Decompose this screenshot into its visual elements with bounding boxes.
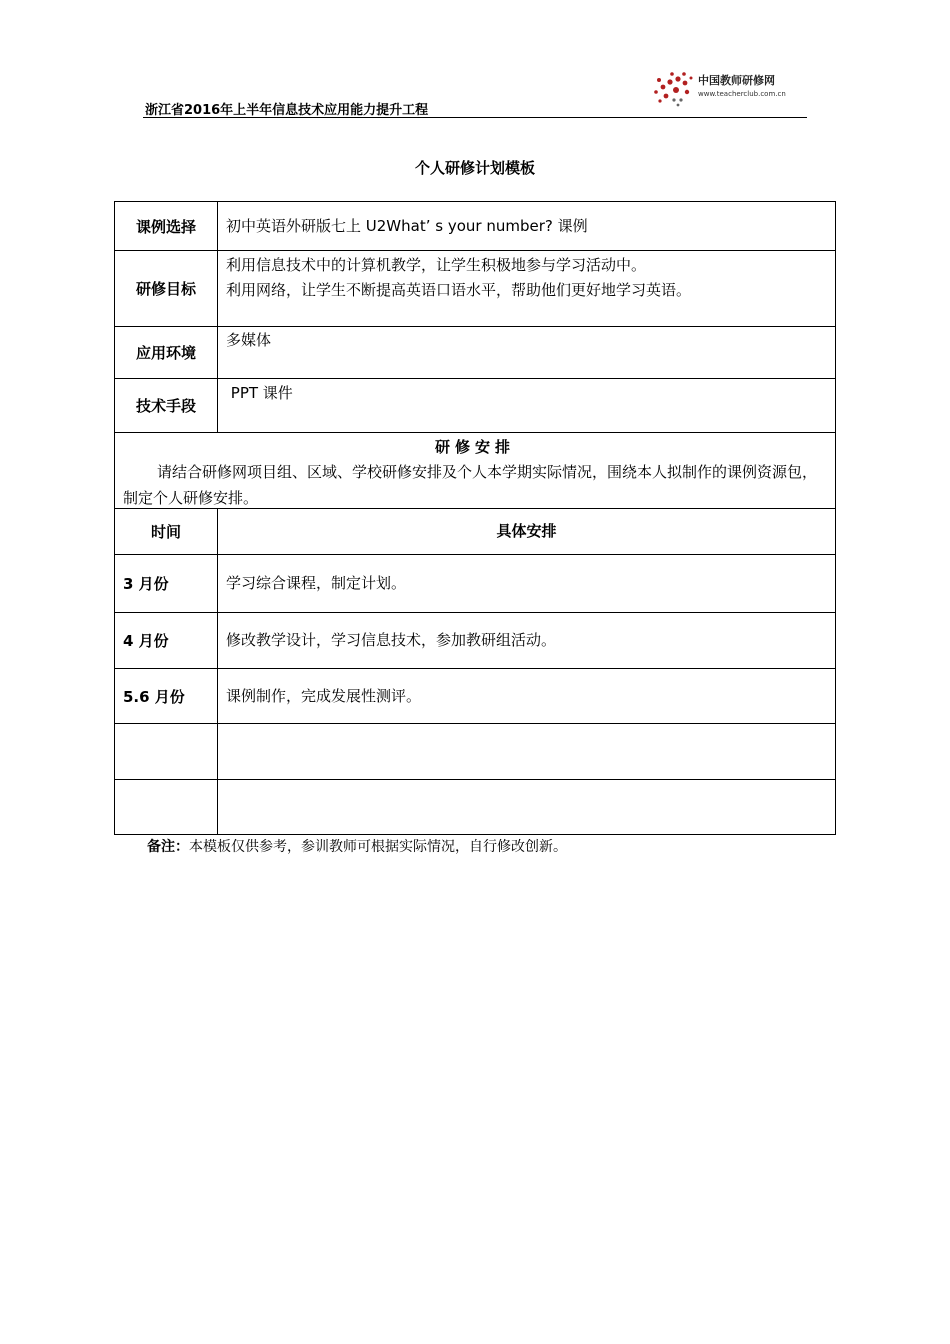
col-plan-header: 具体安排 [496, 522, 557, 540]
row-env [114, 327, 836, 379]
plan-table [114, 201, 836, 835]
schedule-plan [218, 724, 835, 779]
label-lesson: 课例选择 [115, 202, 218, 250]
footnote-label: 备注： [147, 839, 189, 855]
arrangement-title: 研修安排 [434, 438, 515, 456]
schedule-time: 4 月份 [115, 613, 218, 668]
schedule-time [115, 724, 218, 779]
row-arrangement [114, 433, 836, 509]
schedule-plan: 课例制作，完成发展性测评。 [226, 686, 422, 705]
schedule-plan: 学习综合课程，制定计划。 [226, 574, 407, 592]
footnote [147, 836, 567, 856]
value-env: 多媒体 [226, 331, 272, 349]
value-goal [218, 251, 835, 326]
logo-name: 中国教师研修网 [698, 74, 775, 87]
schedule-time: 3 月份 [115, 555, 218, 612]
schedule-time [115, 780, 218, 834]
arrangement-block [115, 433, 835, 508]
arrangement-desc: 请结合研修网项目组、区域、学校研修安排及个人本学期实际情况，围绕本人拟制作的课例资源包，制定个人研修安排。 [123, 463, 818, 507]
footnote-text: 本模板仅供参考，参训教师可根据实际情况，自行修改创新。 [189, 839, 567, 855]
row-lesson [114, 201, 836, 251]
table-row [114, 780, 836, 835]
logo-flower-icon [650, 70, 696, 110]
schedule-time: 5.6 月份 [115, 669, 218, 723]
goal-line-1: 利用信息技术中的计算机教学，让学生积极地参与学习活动中。 [226, 256, 647, 274]
schedule-plan [218, 780, 835, 834]
table-row [114, 669, 836, 724]
teacherclub-logo [650, 70, 810, 110]
program-header: 浙江省2016年上半年信息技术应用能力提升工程 [145, 103, 429, 118]
col-time-header: 时间 [115, 509, 218, 554]
label-tech: 技术手段 [115, 379, 218, 432]
logo-url: www.teacherclub.com.cn [698, 90, 786, 98]
row-schedule-header [114, 509, 836, 555]
table-row [114, 613, 836, 669]
goal-line-2: 利用网络，让学生不断提高英语口语水平，帮助他们更好地学习英语。 [226, 281, 692, 299]
value-lesson: 初中英语外研版七上 U2What’ s your number? 课例 [226, 216, 588, 235]
value-tech: PPT 课件 [226, 384, 293, 402]
label-env: 应用环境 [115, 327, 218, 378]
label-goal: 研修目标 [115, 251, 218, 326]
page-title: 个人研修计划模板 [414, 159, 535, 177]
table-row [114, 724, 836, 780]
header-divider [143, 117, 807, 118]
row-goal [114, 251, 836, 327]
table-row [114, 555, 836, 613]
schedule-plan: 修改教学设计，学习信息技术，参加教研组活动。 [226, 631, 557, 649]
row-tech [114, 379, 836, 433]
